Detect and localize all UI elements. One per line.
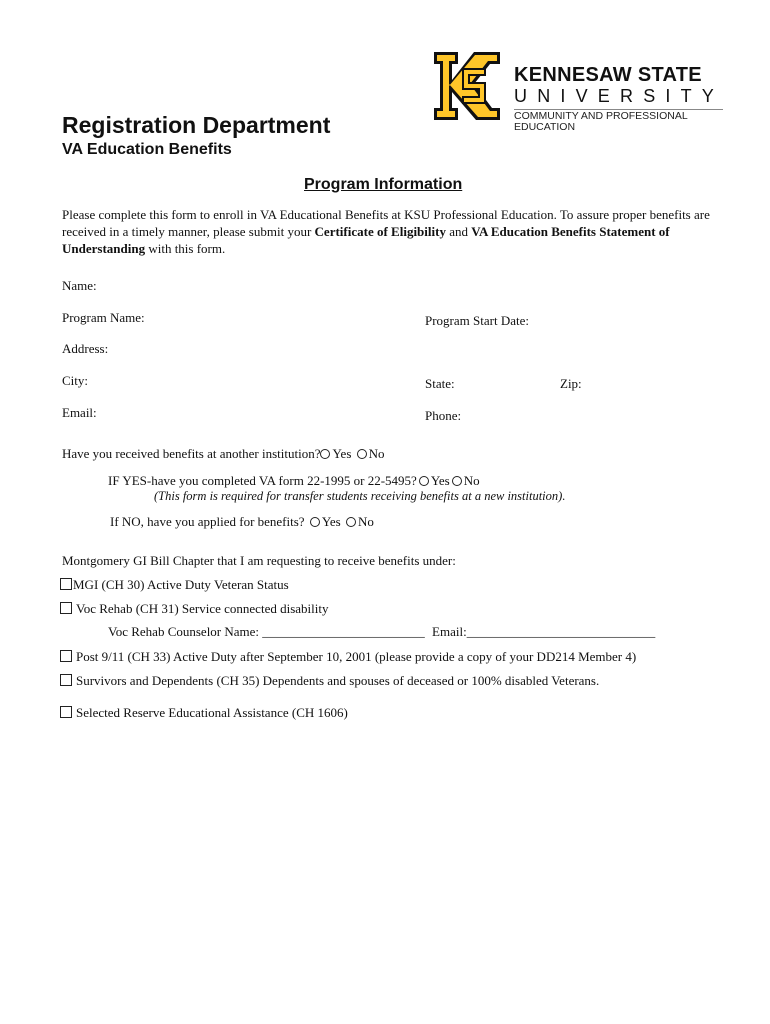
applied-benefits-no-radio[interactable] (346, 517, 356, 527)
applied-benefits-yes-radio[interactable] (310, 517, 320, 527)
counselor-line (108, 624, 655, 640)
intro-text-2: and (445, 224, 472, 239)
applied-benefits-yes-label: Yes (321, 514, 341, 529)
ch33-label: Post 9/11 (CH 33) Active Duty after September 10, 2001 (please provide a copy of your DD214 Member 4) (76, 649, 637, 664)
ksu-logo (428, 46, 728, 133)
intro-bold-1: Certificate of Eligibility (314, 224, 446, 239)
program-name-field-label[interactable]: Program Name: (62, 310, 145, 325)
chapter-item-ch35 (60, 673, 599, 689)
name-field-label[interactable]: Name: (62, 278, 97, 293)
question-prior-benefits-text: Have you received benefits at another institution? (62, 446, 321, 461)
ch30-checkbox[interactable] (60, 578, 72, 590)
zip-field-label[interactable]: Zip: (560, 376, 582, 391)
page-title: Registration Department (62, 112, 331, 138)
intro-paragraph (62, 206, 722, 257)
logo-university-word: UNIVERSITY (514, 86, 725, 106)
chapters-heading: Montgomery GI Bill Chapter that I am requesting to receive benefits under: (62, 553, 456, 568)
va-form-note: (This form is required for transfer students receiving benefits at a new institution). (154, 489, 566, 503)
address-field-label[interactable]: Address: (62, 341, 109, 356)
logo-university-name: KENNESAW STATE (514, 64, 702, 86)
question-va-form (108, 473, 480, 489)
prior-benefits-no-label: No (368, 446, 385, 461)
ksu-logo-mark-icon (428, 46, 506, 126)
ch31-checkbox[interactable] (60, 602, 72, 614)
counselor-name-label: Voc Rehab Counselor Name: (108, 624, 260, 639)
state-field-label[interactable]: State: (425, 376, 455, 391)
ch1606-label: Selected Reserve Educational Assistance (CH 1606) (76, 705, 348, 720)
chapter-item-ch1606 (60, 705, 348, 721)
intro-text-3: with this form. (145, 241, 226, 256)
question-prior-benefits (62, 446, 385, 462)
chapter-item-ch33 (60, 649, 636, 665)
va-form-yes-radio[interactable] (419, 476, 429, 486)
ch1606-checkbox[interactable] (60, 706, 72, 718)
email-field-label[interactable]: Email: (62, 405, 97, 420)
ch35-checkbox[interactable] (60, 674, 72, 686)
question-applied-benefits (110, 514, 374, 530)
chapter-item-ch30 (60, 577, 289, 593)
logo-department: COMMUNITY AND PROFESSIONAL EDUCATION (514, 110, 688, 133)
question-va-form-text: IF YES-have you completed VA form 22-1995 or 22-5495? (108, 473, 417, 488)
applied-benefits-no-label: No (358, 514, 374, 529)
prior-benefits-yes-radio[interactable] (320, 449, 330, 459)
section-heading: Program Information (304, 176, 463, 193)
counselor-email-input[interactable]: _____________________________ (466, 624, 656, 639)
counselor-email-label: Email: (432, 624, 467, 639)
program-start-date-field-label[interactable]: Program Start Date: (425, 313, 529, 328)
question-applied-benefits-text: If NO, have you applied for benefits? (110, 514, 305, 529)
page-subtitle: VA Education Benefits (62, 141, 232, 158)
va-form-yes-label: Yes (430, 473, 450, 488)
ch30-label: MGI (CH 30) Active Duty Veteran Status (73, 577, 289, 592)
chapter-item-ch31 (60, 601, 328, 617)
phone-field-label[interactable]: Phone: (425, 408, 462, 423)
city-field-label[interactable]: City: (62, 373, 89, 388)
intro-bold-2: VA Education Benefits Statement of Understanding (62, 224, 670, 256)
intro-text-1: Please complete this form to enroll in VA Educational Benefits at KSU Professional Education. To assure proper benefits are received in a timely manner, please submit your (62, 207, 710, 239)
prior-benefits-yes-label: Yes (332, 446, 352, 461)
prior-benefits-no-radio[interactable] (357, 449, 367, 459)
va-form-no-radio[interactable] (452, 476, 462, 486)
ch35-label: Survivors and Dependents (CH 35) Dependents and spouses of deceased or 100% disabled Veterans. (76, 673, 600, 688)
ch33-checkbox[interactable] (60, 650, 72, 662)
ch31-label: Voc Rehab (CH 31) Service connected disability (76, 601, 329, 616)
va-form-no-label: No (463, 473, 480, 488)
counselor-name-input[interactable]: _________________________ (262, 624, 425, 639)
